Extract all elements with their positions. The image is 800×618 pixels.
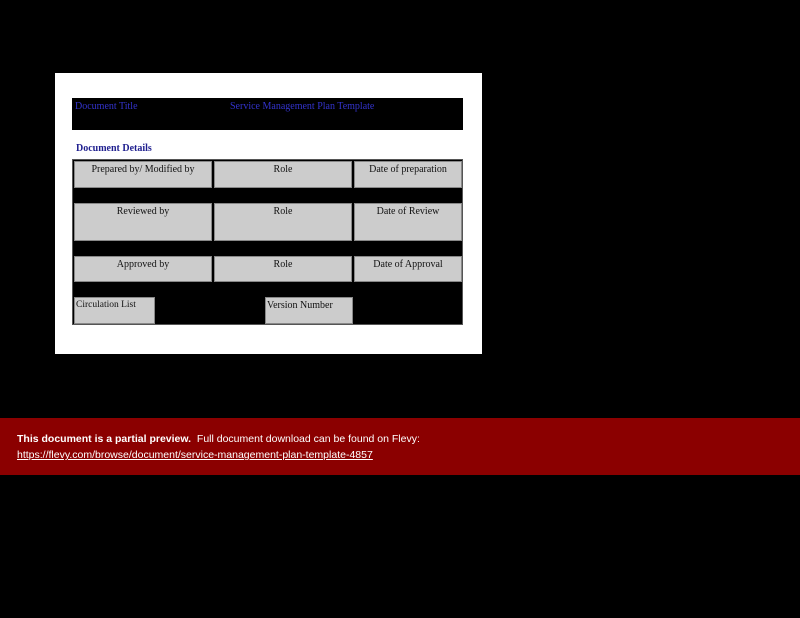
cell-role-2: Role (214, 203, 352, 241)
cell-date-of-approval: Date of Approval (354, 256, 462, 282)
document-details-heading: Document Details (76, 143, 152, 154)
cell-prepared-by: Prepared by/ Modified by (74, 161, 212, 188)
preview-banner (0, 418, 800, 475)
document-title-bar (72, 98, 463, 130)
cell-role-1: Role (214, 161, 352, 188)
banner-bold-text: This document is a partial preview. (17, 433, 192, 445)
document-title-value: Service Management Plan Template (230, 101, 375, 112)
document-title-label: Document Title (75, 101, 138, 112)
cell-circulation-list: Circulation List (74, 297, 155, 324)
document-page (55, 73, 482, 354)
cell-date-of-preparation: Date of preparation (354, 161, 462, 188)
banner-text: Full document download can be found on Flevy: (196, 433, 420, 445)
cell-version-number: Version Number (265, 297, 353, 324)
cell-role-3: Role (214, 256, 352, 282)
flevy-document-link[interactable]: https://flevy.com/browse/document/service-management-plan-template-4857 (17, 449, 373, 461)
cell-reviewed-by: Reviewed by (74, 203, 212, 241)
cell-approved-by: Approved by (74, 256, 212, 282)
cell-date-of-review: Date of Review (354, 203, 462, 241)
banner-message (17, 433, 420, 445)
